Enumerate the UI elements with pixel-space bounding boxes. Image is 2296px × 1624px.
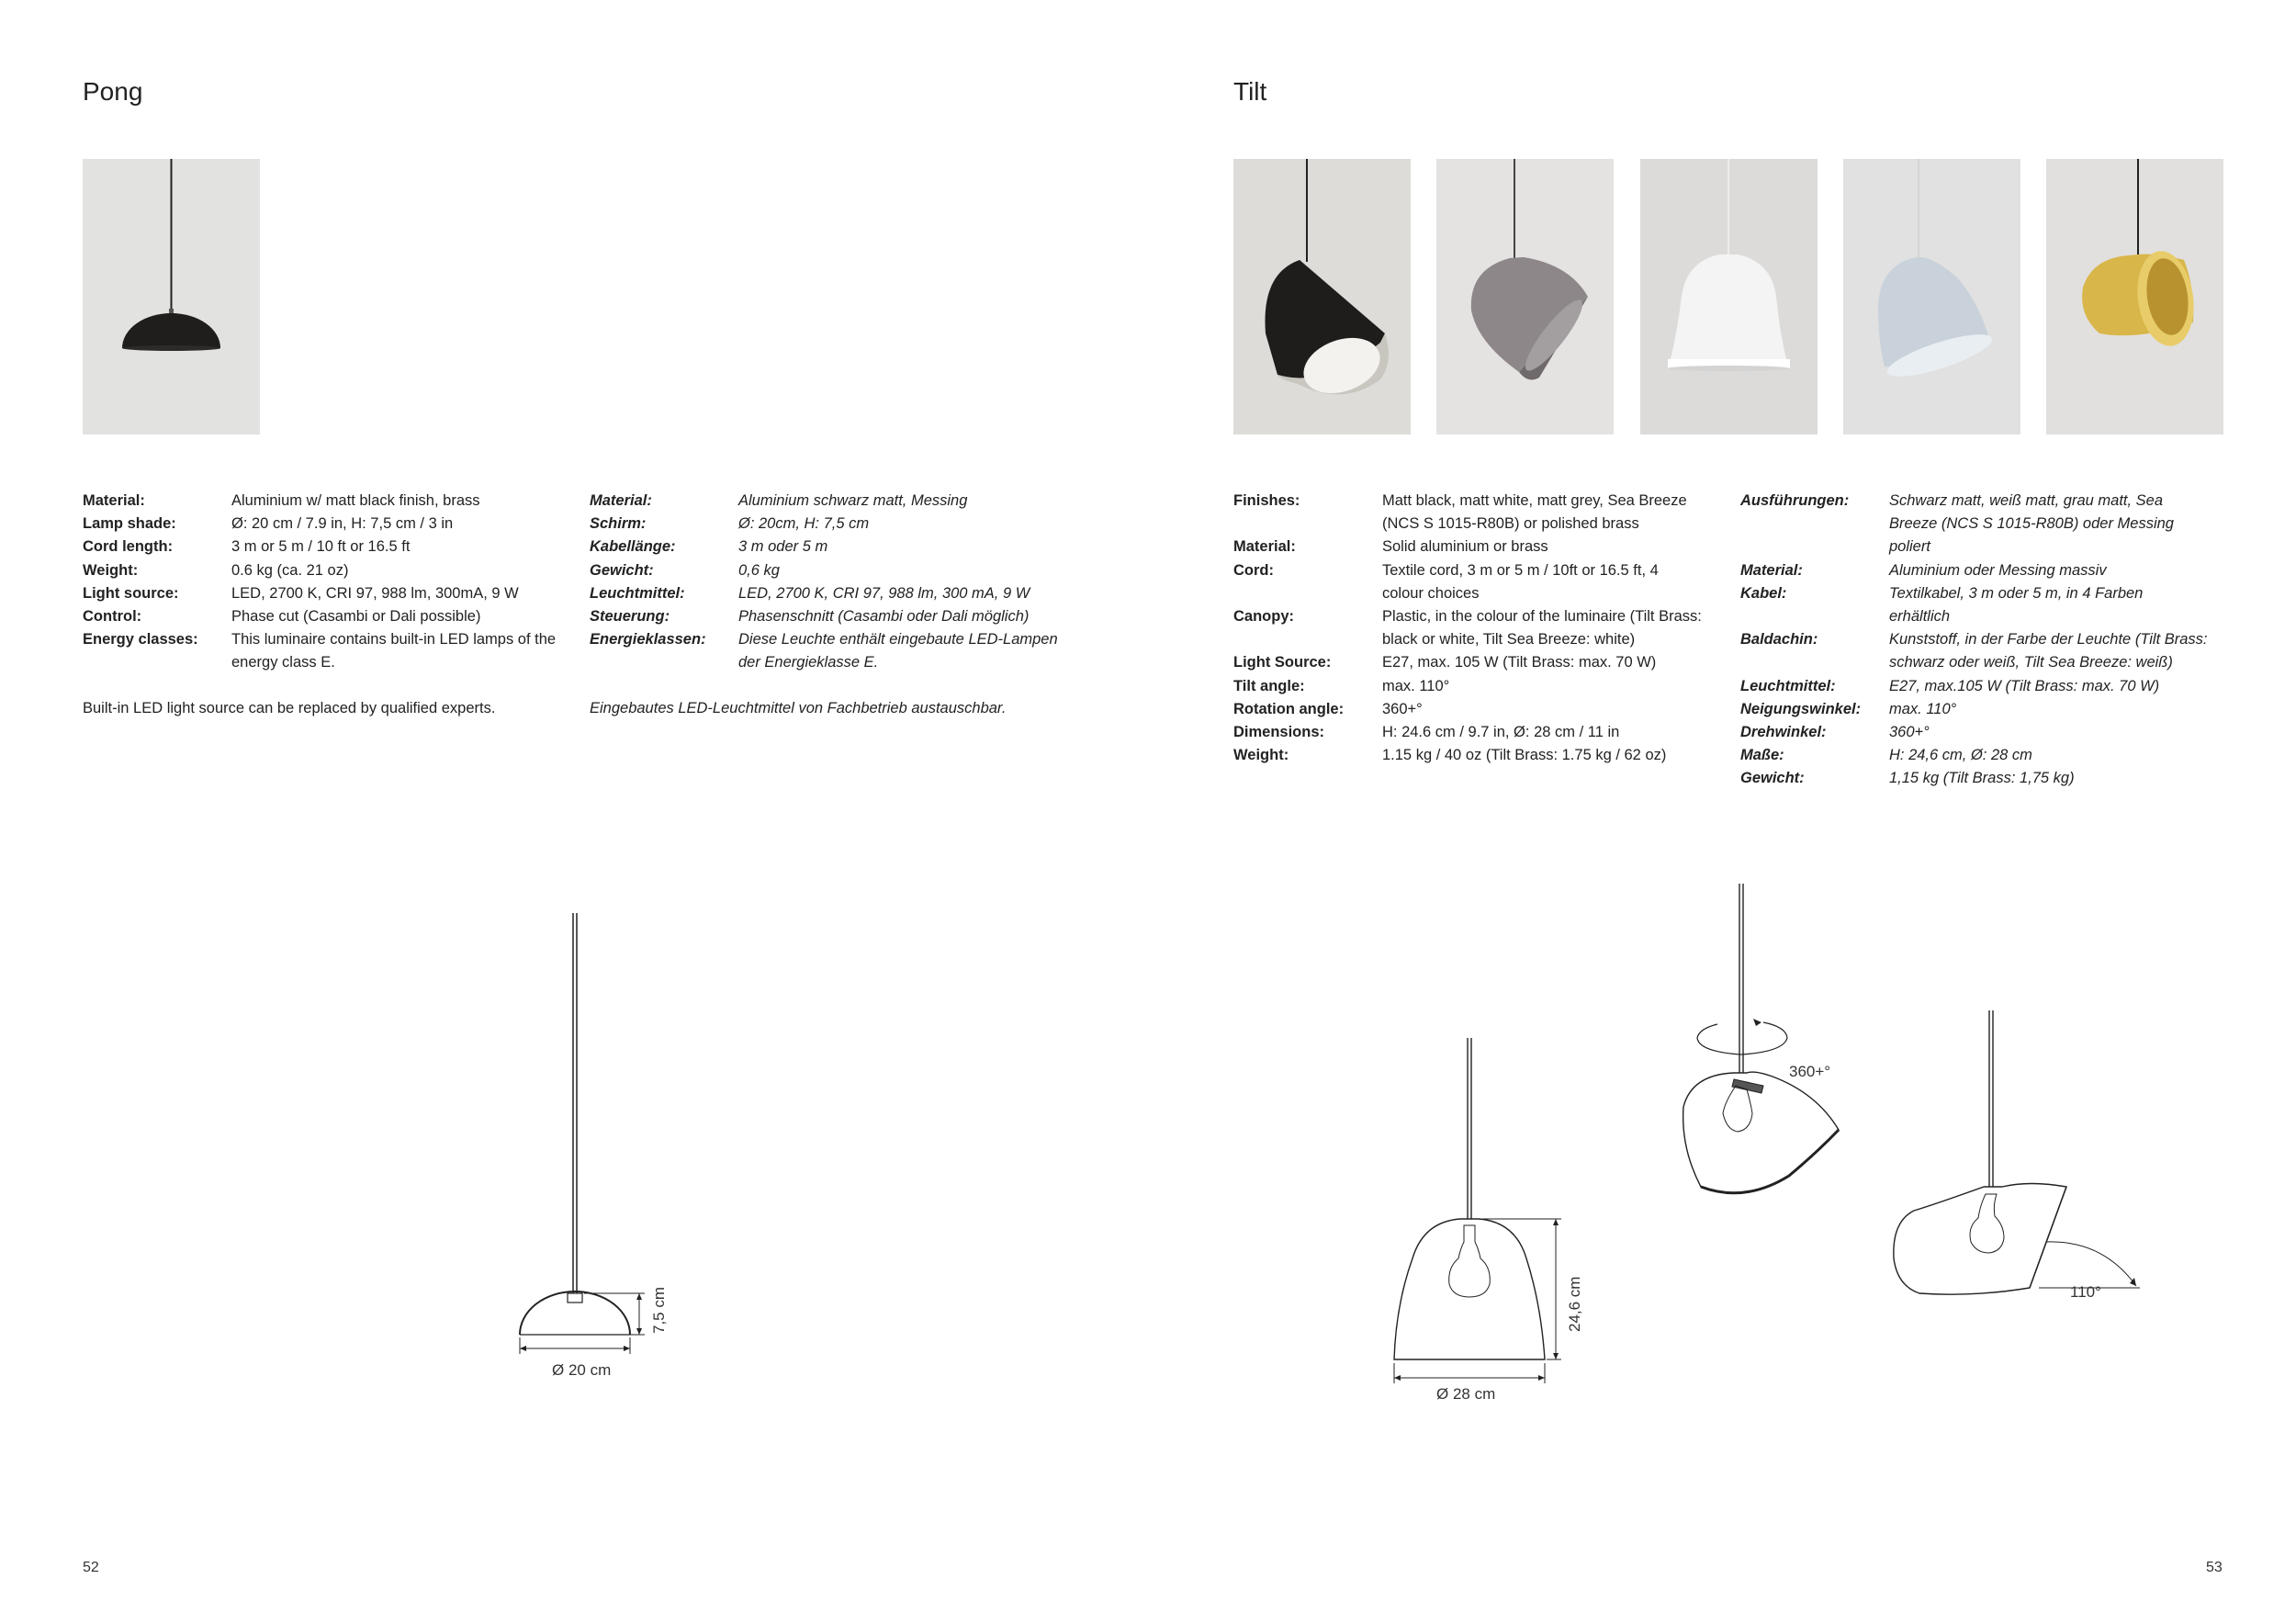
pong-note-german: Eingebautes LED-Leuchtmittel von Fachbetrieb austauschbar. — [590, 700, 1007, 716]
page-title-tilt: Tilt — [1233, 77, 1267, 106]
spec-key: Light Source: — [1233, 654, 1332, 671]
spec-row-steuerung — [590, 605, 1067, 628]
spec-value: Aluminium w/ matt black finish, brass — [231, 492, 480, 509]
tilt-brass-photo — [2046, 159, 2223, 434]
spec-row-tilt-angle — [1233, 675, 1711, 698]
spec-key: Weight: — [83, 561, 139, 579]
spec-key: Cord: — [1233, 561, 1274, 579]
spec-key: Leuchtmittel: — [590, 584, 685, 602]
spec-row-lamp-shade — [83, 513, 560, 536]
spec-value: 1,15 kg (Tilt Brass: 1,75 kg) — [1889, 770, 2075, 787]
spec-key: Baldachin: — [1740, 631, 1818, 648]
tilt-rotation-view — [1683, 884, 1839, 1193]
spec-key: Dimensions: — [1233, 724, 1325, 741]
spec-value: Ø: 20cm, H: 7,5 cm — [738, 515, 870, 533]
spec-key: Lamp shade: — [83, 515, 176, 533]
spec-value: Plastic, in the colour of the luminaire (Tilt Brass: black or white, Tilt Sea Breeze: white) — [1382, 608, 1702, 648]
spec-key: Schirm: — [590, 515, 647, 533]
tilt-angle-view — [1894, 1010, 2140, 1294]
spec-row-material — [1740, 559, 2232, 582]
spec-value: 0,6 kg — [738, 561, 780, 579]
spec-row-weight — [83, 559, 560, 582]
spec-key: Material: — [590, 492, 652, 509]
spec-value: 360+° — [1382, 700, 1423, 717]
spec-value: Schwarz matt, weiß matt, grau matt, Sea Breeze (NCS S 1015-R80B) oder Messing poliert — [1889, 492, 2174, 556]
spec-value: 3 m or 5 m / 10 ft or 16.5 ft — [231, 538, 411, 556]
tilt-diameter-label: Ø 28 cm — [1436, 1385, 1496, 1403]
spec-value: Textilkabel, 3 m oder 5 m, in 4 Farben erhältlich — [1889, 584, 2144, 626]
spec-row-gewicht — [590, 559, 1067, 582]
spec-value: H: 24,6 cm, Ø: 28 cm — [1889, 747, 2032, 764]
spec-row-kabellaenge — [590, 536, 1067, 558]
spec-row-energy-classes — [83, 628, 560, 674]
spec-key: Cord length: — [83, 538, 174, 556]
spec-key: Tilt angle: — [1233, 677, 1305, 694]
spec-key: Light source: — [83, 584, 179, 602]
spec-row-control — [83, 605, 560, 628]
spec-row-leuchtmittel — [590, 582, 1067, 605]
page-number-right: 53 — [2206, 1560, 2223, 1575]
spec-value: Solid aluminium or brass — [1382, 538, 1548, 556]
spec-row-drehwinkel — [1740, 721, 2232, 744]
spec-row-leuchtmittel — [1740, 675, 2232, 698]
page-title-pong: Pong — [83, 77, 143, 106]
tilt-front-view — [1394, 1038, 1561, 1383]
tilt-black-photo — [1233, 159, 1411, 434]
spec-key: Kabel: — [1740, 584, 1787, 602]
spec-row-dimensions — [1233, 721, 1711, 744]
tilt-specs-german — [1740, 490, 2232, 791]
spec-value: LED, 2700 K, CRI 97, 988 lm, 300mA, 9 W — [231, 584, 519, 602]
spec-row-weight — [1233, 744, 1711, 767]
spec-value: LED, 2700 K, CRI 97, 988 lm, 300 mA, 9 W — [738, 584, 1030, 602]
spec-row-cord-length — [83, 536, 560, 558]
spec-key: Canopy: — [1233, 608, 1294, 626]
pong-technical-drawing — [496, 909, 716, 1396]
spec-value: Diese Leuchte enthält eingebaute LED-Lampen der Energieklasse E. — [738, 631, 1058, 671]
pong-note-english: Built-in LED light source can be replaced by qualified experts. — [83, 700, 496, 716]
spec-row-energieklassen — [590, 628, 1067, 674]
spec-key: Rotation angle: — [1233, 700, 1345, 717]
spec-key: Maße: — [1740, 747, 1784, 764]
tilt-sea-breeze-photo — [1843, 159, 2020, 434]
pong-diameter-label: Ø 20 cm — [552, 1361, 612, 1379]
spec-key: Ausführungen: — [1740, 492, 1850, 509]
spec-row-schirm — [590, 513, 1067, 536]
spec-value: Ø: 20 cm / 7.9 in, H: 7,5 cm / 3 in — [231, 515, 454, 533]
spec-value: 360+° — [1889, 724, 1930, 741]
spec-value: E27, max. 105 W (Tilt Brass: max. 70 W) — [1382, 654, 1657, 671]
spec-value: Phasenschnitt (Casambi oder Dali möglich) — [738, 608, 1030, 626]
spec-key: Finishes: — [1233, 492, 1300, 509]
spec-key: Kabellänge: — [590, 538, 676, 556]
spec-value: E27, max.105 W (Tilt Brass: max. 70 W) — [1889, 677, 2160, 694]
spec-value: Kunststoff, in der Farbe der Leuchte (Tilt Brass: schwarz oder weiß, Tilt Sea Breeze: weiß) — [1889, 631, 2208, 671]
spec-key: Leuchtmittel: — [1740, 677, 1836, 694]
spec-row-light-source — [1233, 651, 1711, 674]
spec-key: Material: — [83, 492, 145, 509]
spec-row-material — [1233, 536, 1711, 558]
spec-key: Energy classes: — [83, 631, 198, 648]
spec-row-ausfuehrungen — [1740, 490, 2232, 559]
spec-row-neigungswinkel — [1740, 698, 2232, 721]
tilt-grey-photo — [1436, 159, 1614, 434]
tilt-white-photo — [1640, 159, 1818, 434]
spec-key: Energieklassen: — [590, 631, 706, 648]
pong-photo — [83, 159, 260, 434]
pong-specs-english — [83, 490, 560, 675]
spec-row-masse — [1740, 744, 2232, 767]
spec-row-canopy — [1233, 605, 1711, 651]
tilt-angle-label: 110° — [2070, 1283, 2101, 1301]
spec-value: 3 m oder 5 m — [738, 538, 828, 556]
tilt-rotation-label: 360+° — [1789, 1063, 1831, 1080]
spec-value: Aluminium oder Messing massiv — [1889, 561, 2107, 579]
spec-key: Material: — [1233, 538, 1296, 556]
spec-key: Drehwinkel: — [1740, 724, 1827, 741]
spec-value: This luminaire contains built-in LED lamps of the energy class E. — [231, 631, 557, 671]
spec-row-finishes — [1233, 490, 1711, 536]
spec-value: max. 110° — [1889, 700, 1957, 717]
pong-specs-german — [590, 490, 1067, 675]
spec-value: Phase cut (Casambi or Dali possible) — [231, 608, 481, 626]
spec-row-rotation-angle — [1233, 698, 1711, 721]
tilt-specs-english — [1233, 490, 1711, 767]
spec-row-material — [83, 490, 560, 513]
spec-value: 0.6 kg (ca. 21 oz) — [231, 561, 349, 579]
spec-key: Gewicht: — [1740, 770, 1805, 787]
pong-height-label: 7,5 cm — [650, 1286, 668, 1334]
spec-row-gewicht — [1740, 767, 2232, 790]
spec-value: Matt black, matt white, matt grey, Sea Breeze (NCS S 1015-R80B) or polished brass — [1382, 492, 1687, 533]
tilt-technical-drawings — [1368, 873, 2177, 1424]
spec-key: Gewicht: — [590, 561, 654, 579]
spec-value: H: 24.6 cm / 9.7 in, Ø: 28 cm / 11 in — [1382, 724, 1620, 741]
spec-value: Aluminium schwarz matt, Messing — [738, 492, 968, 509]
spec-key: Steuerung: — [590, 608, 670, 626]
spec-key: Control: — [83, 608, 142, 626]
spec-key: Neigungswinkel: — [1740, 700, 1862, 717]
spec-row-light-source — [83, 582, 560, 605]
spec-row-baldachin — [1740, 628, 2232, 674]
spec-value: Textile cord, 3 m or 5 m / 10ft or 16.5 ft, 4 colour choices — [1382, 561, 1659, 602]
spec-value: 1.15 kg / 40 oz (Tilt Brass: 1.75 kg / 62 oz) — [1382, 747, 1667, 764]
tilt-height-label: 24,6 cm — [1566, 1276, 1583, 1332]
spec-key: Weight: — [1233, 747, 1289, 764]
spec-row-material — [590, 490, 1067, 513]
spec-row-kabel — [1740, 582, 2232, 628]
page-number-left: 52 — [83, 1560, 99, 1575]
spec-row-cord — [1233, 559, 1711, 605]
spec-key: Material: — [1740, 561, 1803, 579]
spec-value: max. 110° — [1382, 677, 1450, 694]
